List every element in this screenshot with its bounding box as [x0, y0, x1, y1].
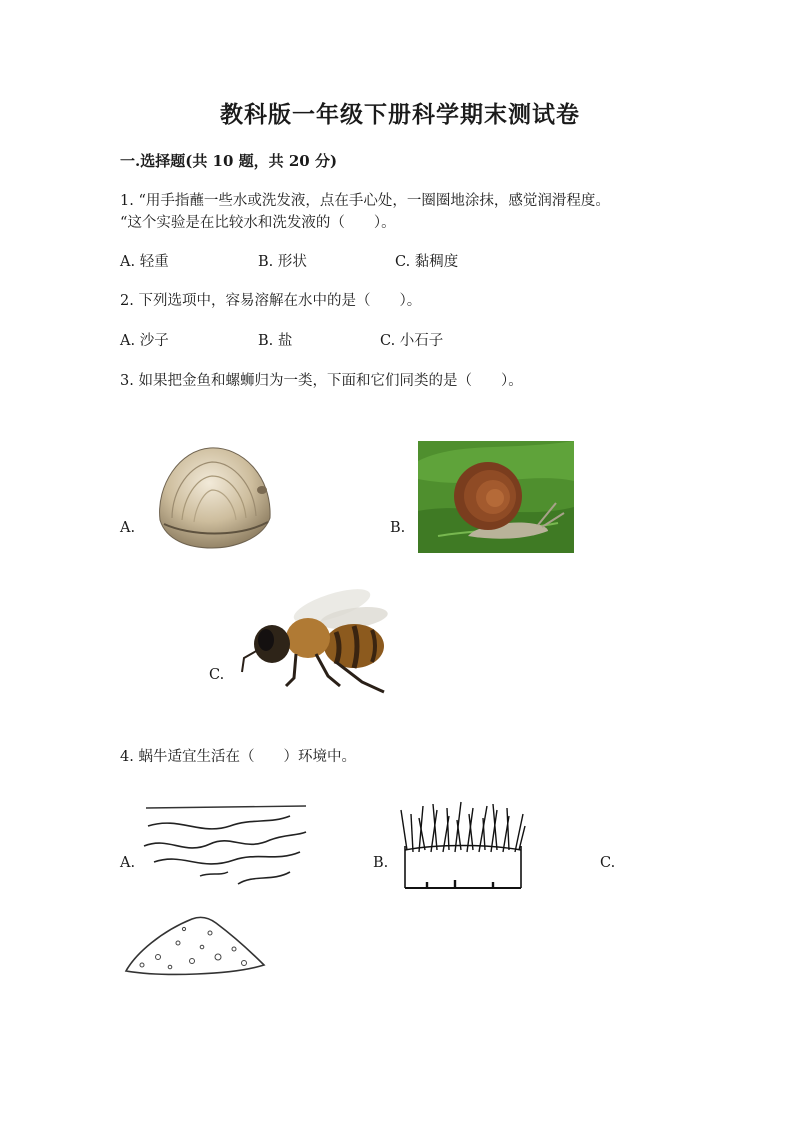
- snail-image: [418, 441, 574, 553]
- question-2-option-c: C. 小石子: [380, 333, 444, 349]
- question-1-option-c: C. 黏稠度: [395, 254, 459, 270]
- question-2-text: 2. 下列选项中，容易溶解在水中的是（ ）。: [120, 293, 422, 309]
- question-3-option-a-label: A.: [120, 520, 136, 536]
- question-2-option-a: A. 沙子: [120, 333, 169, 349]
- question-3-option-c-label: C.: [209, 667, 225, 683]
- question-1-line-1: 1. “用手指蘸一些水或洗发液，点在手心处，一圈圈地涂抹，感觉润滑程度。: [120, 193, 610, 209]
- question-3-text: 3. 如果把金鱼和螺蛳归为一类，下面和它们同类的是（ ）。: [120, 373, 523, 389]
- clam-image: [150, 440, 278, 552]
- question-4-option-c-label: C.: [600, 855, 616, 871]
- bee-image: [236, 588, 388, 700]
- section-heading: 一.选择题(共 10 题，共 20 分): [120, 152, 338, 170]
- page-title: 教科版一年级下册科学期末测试卷: [220, 101, 580, 128]
- question-1-line-2: “这个实验是在比较水和洗发液的（ ）。: [120, 215, 396, 231]
- question-1-option-a: A. 轻重: [120, 254, 169, 270]
- sand-pile-drawing: [122, 913, 268, 979]
- question-2-option-b: B. 盐: [258, 333, 293, 349]
- question-4-option-a-label: A.: [120, 855, 136, 871]
- question-4-option-b-label: B.: [373, 855, 389, 871]
- question-4-text: 4. 蜗牛适宜生活在（ ）环境中。: [120, 749, 356, 765]
- grass-drawing: [397, 800, 529, 894]
- question-1-option-b: B. 形状: [258, 254, 307, 270]
- water-waves-drawing: [140, 802, 312, 892]
- question-3-option-b-label: B.: [390, 520, 406, 536]
